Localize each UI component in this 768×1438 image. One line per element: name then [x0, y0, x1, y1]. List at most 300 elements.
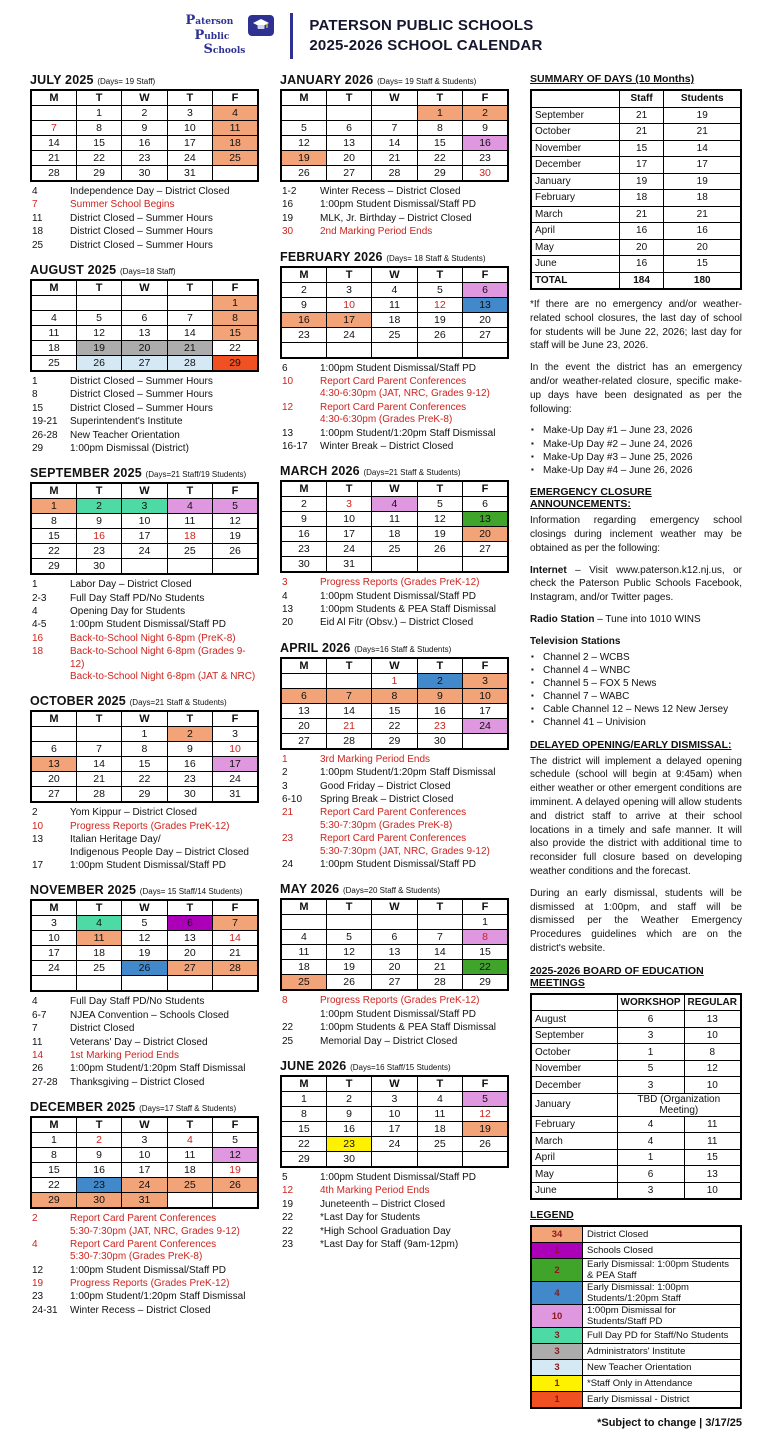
legend-color-swatch: 3 — [531, 1344, 583, 1360]
month-notes — [30, 376, 259, 455]
month-name: SEPTEMBER 2025 — [30, 466, 146, 481]
day-cell: 22 — [76, 151, 121, 166]
month-note — [30, 619, 259, 631]
month-name: JANUARY 2026 — [280, 73, 378, 87]
boe-month-cell: March — [531, 1133, 617, 1150]
month-note — [30, 1239, 259, 1264]
summary-cell: December — [531, 157, 619, 174]
note-text: 1:00pm Student/1:20pm Staff Dismissal — [70, 1063, 246, 1075]
day-cell: 11 — [372, 512, 417, 527]
summary-title: SUMMARY OF DAYS (10 Months) — [530, 73, 695, 85]
summary-cell: June — [531, 256, 619, 273]
day-cell: 28 — [417, 975, 462, 991]
weekday-header-row — [281, 899, 508, 915]
day-cell — [281, 915, 326, 930]
day-cell: 16 — [76, 1163, 121, 1178]
day-cell: 26 — [463, 1136, 508, 1151]
day-cell — [31, 976, 76, 992]
summary-cell: 16 — [619, 223, 664, 240]
note-text: Spring Break – District Closed — [320, 794, 454, 806]
day-cell: 16 — [167, 757, 212, 772]
weekday-header: M — [31, 900, 76, 916]
summary-cell: 14 — [664, 140, 741, 157]
month-notes — [30, 1213, 259, 1317]
calendar-week-row — [31, 1178, 258, 1193]
logo-line-2: Public — [194, 27, 230, 43]
day-cell: 8 — [213, 310, 258, 325]
boe-header-regular: REGULAR — [684, 994, 741, 1011]
makeup-day-item: ▪ Make-Up Day #4 – June 26, 2026 — [530, 464, 742, 477]
day-cell: 11 — [167, 514, 212, 529]
calendar-week-row — [281, 718, 508, 733]
note-day: 1-2 — [282, 186, 297, 197]
month-days-label: (Days=21 Staff & Students) — [363, 468, 461, 478]
month-title — [30, 1100, 259, 1114]
summary-cell: 19 — [664, 107, 741, 124]
tv-station-item: ▪ Cable Channel 12 – News 12 New Jersey — [530, 703, 742, 716]
month-calendar — [280, 1075, 509, 1168]
note-text: Veterans' Day – District Closed — [70, 1036, 208, 1048]
month-title — [30, 466, 259, 480]
column-mid — [280, 73, 509, 1438]
note-day: 5 — [282, 1171, 288, 1183]
note-text: Good Friday – District Closed — [320, 780, 451, 792]
month-note — [30, 186, 259, 198]
legend-row — [531, 1360, 741, 1376]
month-note — [30, 1010, 259, 1022]
summary-row — [531, 190, 741, 207]
note-text: NJEA Convention – Schools Closed — [70, 1009, 229, 1021]
note-day: 8 — [282, 995, 288, 1007]
day-cell: 28 — [76, 787, 121, 803]
boe-value-cell: 6 — [617, 1166, 684, 1183]
month-calendar — [280, 480, 509, 573]
summary-row — [531, 173, 741, 190]
month-note — [280, 1185, 509, 1197]
summary-cell: 19 — [619, 173, 664, 190]
day-cell — [417, 557, 462, 573]
tv-station-item: ▪ Channel 5 – FOX 5 News — [530, 677, 742, 690]
summary-cell: 184 — [619, 272, 664, 289]
day-cell: 8 — [31, 514, 76, 529]
month-note — [280, 1199, 509, 1211]
month-calendar — [280, 89, 509, 182]
delayed-paragraph-2: During an early dismissal, students will be dismissed at 1:00pm, and staff will be dismissed per the Weather Emergency Procedures guidelines which are on the district's website. — [530, 887, 742, 954]
month-note — [280, 617, 509, 629]
weekday-header: M — [31, 711, 76, 727]
weekday-header: T — [76, 1117, 121, 1133]
day-cell: 2 — [76, 499, 121, 514]
day-cell: 25 — [76, 961, 121, 976]
note-text: 1:00pm Student Dismissal/Staff PD — [70, 1264, 226, 1276]
note-text: 1st Marking Period Ends — [70, 1049, 179, 1061]
month-calendar — [280, 266, 509, 359]
day-cell: 2 — [417, 673, 462, 688]
day-cell: 21 — [372, 151, 417, 166]
note-day: 24 — [282, 858, 294, 870]
summary-cell: April — [531, 223, 619, 240]
boe-month-cell: September — [531, 1027, 617, 1044]
day-cell: 29 — [417, 166, 462, 182]
day-cell: 12 — [122, 931, 167, 946]
weekday-header-row — [281, 90, 508, 106]
boe-row — [531, 1093, 741, 1116]
note-text: Progress Reports (Grades PreK-12) — [320, 577, 480, 589]
note-text: MLK, Jr. Birthday – District Closed — [320, 212, 472, 224]
weekday-header: T — [417, 481, 462, 497]
note-text: 1:00pm Student Dismissal/Staff PD — [70, 859, 226, 871]
weekday-header: F — [213, 280, 258, 296]
month-title — [280, 1059, 509, 1073]
note-day: 8 — [32, 389, 38, 401]
legend-row — [531, 1226, 741, 1243]
note-day: 23 — [282, 833, 294, 845]
day-cell: 15 — [213, 325, 258, 340]
day-cell: 1 — [417, 106, 462, 121]
month-note — [280, 781, 509, 793]
legend-row — [531, 1305, 741, 1328]
calendar-week-row — [31, 1148, 258, 1163]
day-cell: 6 — [463, 497, 508, 512]
note-day: 12 — [282, 401, 294, 413]
day-cell — [326, 915, 371, 930]
day-cell: 13 — [122, 325, 167, 340]
legend-title: LEGEND — [530, 1209, 574, 1222]
calendar-week-row — [31, 136, 258, 151]
note-day — [280, 1009, 320, 1021]
day-cell: 2 — [76, 1133, 121, 1148]
month-note — [30, 821, 259, 833]
day-cell: 22 — [31, 544, 76, 559]
note-day: 22 — [282, 1212, 294, 1224]
legend-label: *Staff Only in Attendance — [583, 1376, 742, 1392]
note-day: 26-28 — [32, 429, 58, 441]
month-note — [30, 593, 259, 605]
calendar-week-row — [281, 106, 508, 121]
day-cell: 4 — [76, 916, 121, 931]
month-note — [30, 996, 259, 1008]
weekday-header: T — [326, 267, 371, 283]
calendar-week-row — [31, 166, 258, 182]
summary-cell: February — [531, 190, 619, 207]
day-cell: 25 — [167, 544, 212, 559]
day-cell: 6 — [31, 742, 76, 757]
boe-value-cell: 10 — [684, 1027, 741, 1044]
weekday-header: T — [417, 658, 462, 674]
boe-value-cell: 6 — [617, 1011, 684, 1028]
weekday-header: T — [167, 711, 212, 727]
month-notes — [280, 363, 509, 454]
note-text: Superintendent's Institute — [70, 416, 183, 428]
boe-month-cell: August — [531, 1011, 617, 1028]
month-note — [30, 240, 259, 252]
legend-color-swatch: 1 — [531, 1243, 583, 1259]
month-note — [280, 1172, 509, 1184]
day-cell: 16 — [463, 136, 508, 151]
day-cell: 6 — [167, 916, 212, 931]
month-note — [30, 389, 259, 401]
note-day: 18 — [32, 646, 44, 658]
calendar-week-row — [281, 297, 508, 312]
day-cell: 19 — [213, 529, 258, 544]
day-cell: 4 — [167, 499, 212, 514]
note-day: 16 — [282, 199, 294, 211]
day-cell: 22 — [122, 772, 167, 787]
month-note — [30, 226, 259, 238]
day-cell: 31 — [122, 1193, 167, 1209]
summary-header-staff: Staff — [619, 90, 664, 107]
day-cell: 14 — [167, 325, 212, 340]
month-notes — [280, 754, 509, 872]
day-cell: 3 — [463, 673, 508, 688]
month-days-label: (Days= 15 Staff/14 Students) — [139, 887, 243, 897]
day-cell: 17 — [31, 946, 76, 961]
legend-label: New Teacher Orientation — [583, 1360, 742, 1376]
boe-value-cell: 5 — [617, 1060, 684, 1077]
weekday-header: W — [372, 267, 417, 283]
month-name: APRIL 2026 — [280, 640, 355, 655]
day-cell: 22 — [463, 960, 508, 975]
summary-row — [531, 140, 741, 157]
note-text: 2nd Marking Period Ends — [320, 226, 433, 238]
day-cell: 7 — [76, 742, 121, 757]
calendar-week-row — [281, 1091, 508, 1106]
note-text: Winter Break – District Closed — [320, 440, 454, 452]
month-note — [280, 1036, 509, 1048]
note-text: Yom Kippur – District Closed — [70, 807, 197, 819]
calendar-week-row — [281, 282, 508, 297]
note-day: 4 — [282, 590, 288, 602]
weekday-header: M — [281, 658, 326, 674]
weekday-header: F — [213, 900, 258, 916]
calendar-week-row — [281, 930, 508, 945]
day-cell: 9 — [417, 688, 462, 703]
note-day: 10 — [282, 375, 294, 387]
weekday-header: T — [417, 267, 462, 283]
note-day: 6 — [282, 362, 288, 374]
day-cell: 23 — [326, 1136, 371, 1151]
legend-color-swatch: 2 — [531, 1259, 583, 1282]
summary-cell: March — [531, 206, 619, 223]
day-cell: 16 — [326, 1121, 371, 1136]
day-cell — [122, 976, 167, 992]
day-cell: 17 — [167, 136, 212, 151]
summary-row — [531, 124, 741, 141]
closure-note-2: In the event the district has an emergency and/or weather-related closure, specific make-up days have been designated as per the following: — [530, 362, 742, 415]
summary-cell: September — [531, 107, 619, 124]
month-note — [30, 860, 259, 872]
summary-row — [531, 157, 741, 174]
note-day: 27-28 — [32, 1076, 58, 1088]
calendar-week-row — [31, 757, 258, 772]
month-title — [30, 263, 259, 277]
month-calendar — [30, 1116, 259, 1209]
day-cell: 1 — [31, 499, 76, 514]
day-cell: 24 — [326, 327, 371, 342]
day-cell: 24 — [167, 151, 212, 166]
note-text: Juneteenth – District Closed — [320, 1198, 446, 1210]
month-note — [280, 186, 509, 198]
calendar-week-row — [281, 557, 508, 573]
day-cell: 4 — [417, 1091, 462, 1106]
day-cell: 20 — [281, 718, 326, 733]
day-cell: 16 — [76, 529, 121, 544]
day-cell: 15 — [122, 757, 167, 772]
weekday-header: F — [213, 711, 258, 727]
summary-cell: 16 — [664, 223, 741, 240]
internet-text: – Visit www.paterson.k12.nj.us, or check the Paterson Public Schools Facebook, Instagram, and/or Twitter pages. — [530, 564, 742, 604]
note-text: Report Card Parent Conferences 5:30-7:30pm (Grades PreK-8) — [320, 807, 467, 831]
day-cell — [417, 915, 462, 930]
day-cell: 2 — [326, 1091, 371, 1106]
month-note — [280, 1022, 509, 1034]
day-cell: 23 — [76, 544, 121, 559]
boe-table — [530, 993, 742, 1201]
month-april-2026 — [280, 641, 509, 872]
day-cell: 4 — [372, 497, 417, 512]
day-cell: 5 — [417, 497, 462, 512]
day-cell: 20 — [31, 772, 76, 787]
day-cell: 29 — [463, 975, 508, 991]
month-note — [280, 577, 509, 589]
note-text: Back-to-School Night 6-8pm (Grades 9-12) Back-to-School Night 6-8pm (JAT & NRC) — [70, 646, 256, 683]
day-cell: 10 — [326, 512, 371, 527]
column-right — [530, 73, 742, 1438]
day-cell: 17 — [326, 527, 371, 542]
calendar-week-row — [281, 497, 508, 512]
weekday-header: M — [281, 899, 326, 915]
weekday-header: T — [326, 481, 371, 497]
day-cell: 11 — [372, 297, 417, 312]
note-text: 1:00pm Student Dismissal/Staff PD — [320, 199, 476, 211]
day-cell — [417, 1151, 462, 1167]
boe-value-cell: 3 — [617, 1182, 684, 1199]
calendar-week-row — [31, 355, 258, 371]
calendar-week-row — [31, 931, 258, 946]
day-cell: 19 — [417, 527, 462, 542]
day-cell — [463, 1151, 508, 1167]
note-day: 13 — [282, 427, 294, 439]
day-cell: 20 — [326, 151, 371, 166]
day-cell — [76, 727, 121, 742]
boe-row — [531, 1027, 741, 1044]
day-cell: 2 — [463, 106, 508, 121]
summary-cell: 18 — [619, 190, 664, 207]
note-text: Winter Recess – District Closed — [320, 186, 461, 197]
weekday-header-row — [31, 711, 258, 727]
day-cell: 2 — [122, 106, 167, 121]
weekday-header: W — [122, 90, 167, 106]
day-cell: 26 — [122, 961, 167, 976]
day-cell: 11 — [167, 1148, 212, 1163]
day-cell: 18 — [281, 960, 326, 975]
boe-row — [531, 1044, 741, 1061]
boe-row — [531, 1116, 741, 1133]
day-cell: 12 — [463, 1106, 508, 1121]
weekday-header: M — [281, 90, 326, 106]
calendar-week-row — [31, 325, 258, 340]
month-title — [280, 641, 509, 655]
day-cell: 21 — [417, 960, 462, 975]
summary-of-days-section — [530, 73, 742, 477]
summary-cell: 15 — [664, 256, 741, 273]
day-cell: 23 — [281, 327, 326, 342]
day-cell: 8 — [281, 1106, 326, 1121]
note-text: Summer School Begins — [70, 199, 175, 211]
month-name: JULY 2025 — [30, 73, 98, 87]
month-name: DECEMBER 2025 — [30, 1100, 140, 1115]
logo-line-1: Paterson — [185, 12, 234, 28]
day-cell: 27 — [122, 355, 167, 371]
weekday-header: M — [281, 1076, 326, 1092]
note-text: Full Day Staff PD/No Students — [70, 592, 205, 604]
day-cell: 17 — [372, 1121, 417, 1136]
month-title — [280, 250, 509, 264]
calendar-week-row — [31, 106, 258, 121]
day-cell — [417, 342, 462, 358]
month-october-2025 — [30, 694, 259, 872]
note-text: Labor Day – District Closed — [70, 579, 192, 591]
day-cell: 11 — [213, 121, 258, 136]
calendar-week-row — [31, 916, 258, 931]
day-cell: 13 — [167, 931, 212, 946]
note-day: 23 — [32, 1291, 44, 1303]
day-cell — [372, 1151, 417, 1167]
day-cell: 15 — [281, 1121, 326, 1136]
month-title — [280, 882, 509, 896]
summary-row — [531, 272, 741, 289]
summary-header-row — [531, 90, 741, 107]
day-cell: 12 — [76, 325, 121, 340]
weekday-header: F — [213, 483, 258, 499]
day-cell — [31, 295, 76, 310]
month-name: MAY 2026 — [280, 882, 343, 897]
month-note — [280, 604, 509, 616]
month-notes — [30, 807, 259, 872]
day-cell: 20 — [463, 312, 508, 327]
day-cell — [463, 342, 508, 358]
delayed-paragraph-1: The district will implement a delayed opening schedule (school will begin at 9:45am) when either weather or other emergent conditions are imminent. A delayed opening will allow students and district staff to arrive at their school locations in a timely and safe manner. It will also provide the district with additional time to reconsider full closure based on developing weather conditions and the forecast. — [530, 755, 742, 877]
note-day: 12 — [282, 1185, 294, 1197]
month-note — [30, 834, 259, 859]
month-note — [280, 859, 509, 871]
day-cell: 28 — [31, 166, 76, 182]
district-logo-text — [185, 14, 245, 59]
weekday-header: T — [76, 280, 121, 296]
calendar-week-row — [31, 742, 258, 757]
legend-row — [531, 1243, 741, 1259]
calendar-week-row — [281, 166, 508, 182]
day-cell: 7 — [326, 688, 371, 703]
day-cell: 1 — [372, 673, 417, 688]
summary-cell: 17 — [619, 157, 664, 174]
day-cell: 5 — [213, 499, 258, 514]
day-cell: 5 — [76, 310, 121, 325]
day-cell: 28 — [167, 355, 212, 371]
tv-station-item: ▪ Channel 7 – WABC — [530, 690, 742, 703]
note-day: 16 — [32, 632, 44, 644]
day-cell: 14 — [31, 136, 76, 151]
day-cell: 21 — [31, 151, 76, 166]
day-cell: 10 — [463, 688, 508, 703]
day-cell: 21 — [213, 946, 258, 961]
day-cell: 19 — [213, 1163, 258, 1178]
day-cell: 19 — [76, 340, 121, 355]
weekday-header: T — [167, 1117, 212, 1133]
summary-cell: 21 — [619, 124, 664, 141]
delayed-heading: DELAYED OPENING/EARLY DISMISSAL: — [530, 738, 732, 751]
weekday-header: M — [31, 90, 76, 106]
